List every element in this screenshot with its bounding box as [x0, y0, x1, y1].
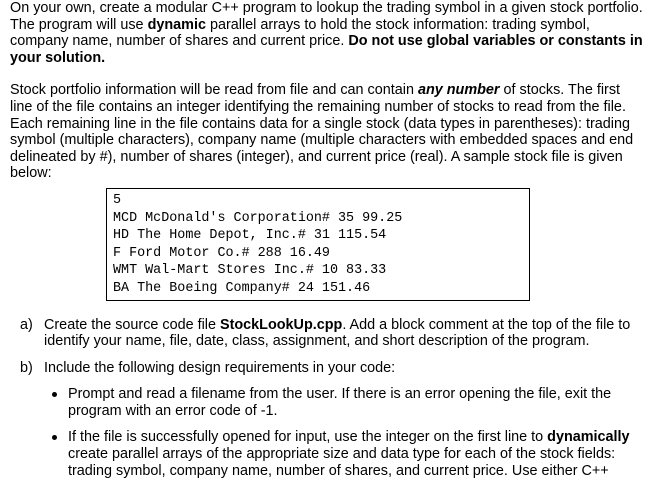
intro-text-2: parallel arrays to hold the stock information: trading symbol, company name, number of shares and current price.: [10, 16, 590, 50]
design-requirements-bullets: [10, 386, 646, 479]
bullet-2-text-1: If the file is successfully opened for input, use the integer on the first line to: [68, 429, 548, 446]
requirements-list: [10, 317, 646, 377]
intro-text-1: On your own, create a modular C++ program to lookup the trading symbol in a given stock portfolio. The program will use: [10, 0, 643, 33]
bullet-2-bold-dynamically: dynamically: [547, 429, 630, 446]
list-item-a: [10, 317, 646, 350]
item-a-text-2: . Add a block comment at the top of the file to identify your name, file, date, class, assignment, and short description of the program.: [44, 316, 631, 350]
intro-paragraph: [10, 0, 646, 66]
bullet-item-1: [44, 386, 646, 419]
bullet-item-2: [44, 429, 646, 479]
sample-line: F Ford Motor Co.# 288 16.49: [113, 245, 330, 261]
sample-stock-file: [106, 188, 530, 301]
file-desc-bold-italic: any number: [417, 82, 500, 99]
file-desc-text-1: Stock portfolio information will be read from file and can contain: [10, 82, 418, 99]
list-marker-b: b): [20, 359, 33, 376]
file-desc-text-2: of stocks. The first line of the file contains an integer identifying the remaining number of stocks to read from the file. Each remaining line in the file contains data for a single stock (data types in parentheses): trading symbol (multiple characters), company name (multiple characters with embedded spaces and end delineated by #), number of shares (integer), and current price (real). A sample stock file is given below:: [10, 82, 634, 182]
item-a-filename: StockLookUp.cpp: [219, 316, 343, 333]
file-description-paragraph: [10, 82, 646, 182]
item-a-text-1: Create the source code file: [44, 316, 220, 333]
sample-line: HD The Home Depot, Inc.# 31 115.54: [113, 228, 387, 244]
sample-line: WMT Wal-Mart Stores Inc.# 10 83.33: [113, 263, 387, 279]
sample-line: BA The Boeing Company# 24 151.46: [113, 280, 371, 296]
list-item-b: [10, 360, 646, 377]
bullet-icon: [52, 435, 57, 440]
bullet-2-text-2: create parallel arrays of the appropriate size and data type for each of the stock fields: trading symbol, company name, number of shares, and current price. Use either C++: [68, 446, 616, 479]
sample-line: MCD McDonald's Corporation# 35 99.25: [113, 210, 403, 226]
sample-line: 5: [113, 192, 122, 208]
intro-bold-no-globals: Do not use global variables or constants in your solution.: [10, 33, 643, 66]
list-marker-a: a): [20, 316, 33, 333]
bullet-icon: [52, 392, 57, 397]
assignment-document: [10, 0, 646, 479]
bullet-1-text: Prompt and read a filename from the user. If there is an error opening the file, exit the program with an error code of -1.: [68, 386, 612, 419]
intro-bold-dynamic: dynamic: [147, 16, 206, 33]
item-b-text: Include the following design requirements in your code:: [44, 359, 396, 376]
